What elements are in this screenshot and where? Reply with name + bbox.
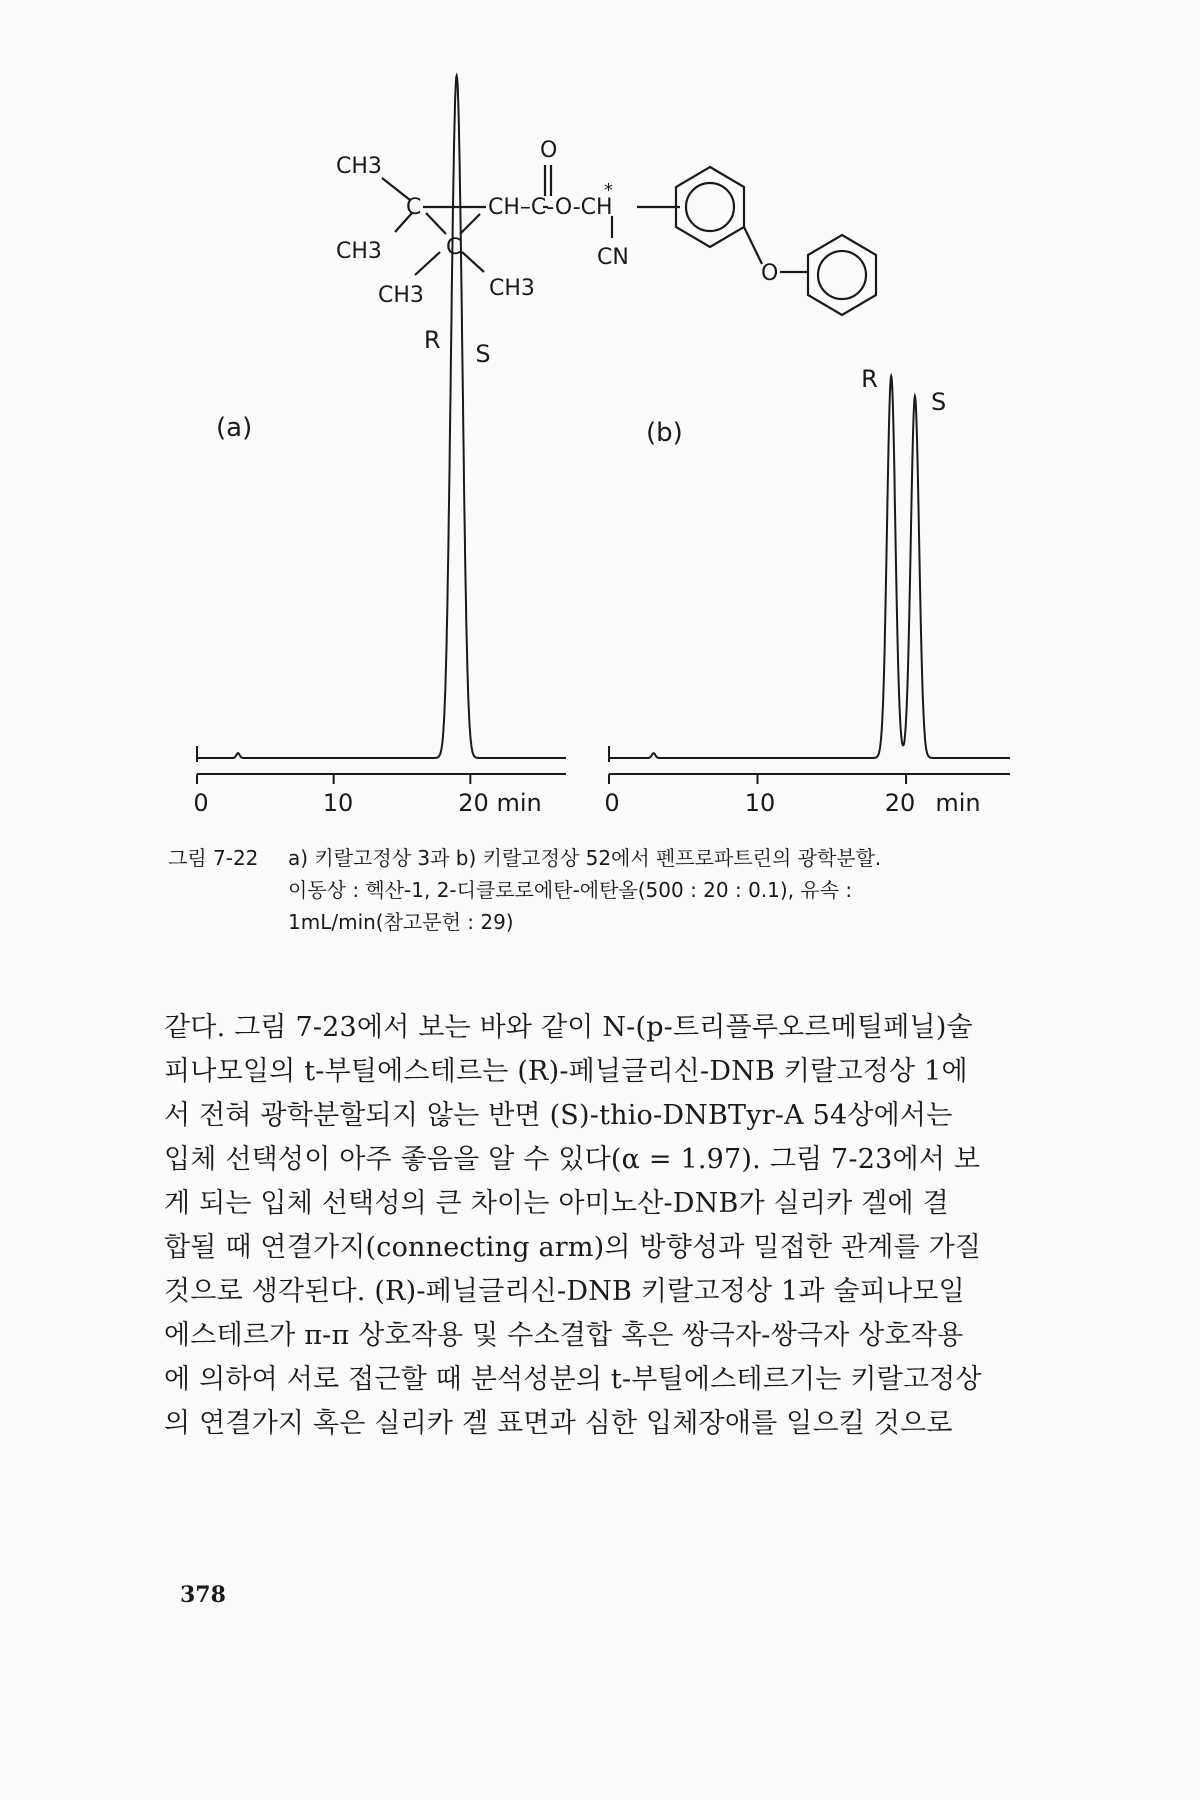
caption-label: 그림 7-22 [168,846,259,870]
x-tick-label: 0 [604,789,620,817]
ester-chain-label: CH–C-O-CH [488,195,613,220]
panel-a-label: (a) [216,413,253,443]
x-tick-label: 10 [744,789,776,817]
text-line: 에스테르가 π-π 상호작용 및 수소결합 혹은 쌍극자-쌍극자 상호작용 [164,1320,964,1351]
carbonyl-oxygen-label: O [540,138,558,163]
peak-label-s: S [930,388,947,416]
ch3-label: CH3 [336,239,382,264]
ch3-label: CH3 [378,283,424,308]
text-line: 합될 때 연결가지(connecting arm)의 방향성과 밀접한 관계를 가질 [164,1232,982,1263]
page-number: 378 [180,1582,226,1608]
carbon-label: C [446,235,462,260]
x-tick-label: min [935,789,981,817]
ch3-label: CH3 [489,276,535,301]
text-line: 피나모일의 t-부틸에스테르는 (R)-페닐글리신-DNB 키랄고정상 1에 [164,1056,968,1087]
x-tick-label: 20 min [458,789,542,817]
ch3-label: CH3 [336,154,382,179]
panel-b-label: (b) [646,418,683,448]
x-tick-label: 10 [322,789,354,817]
x-tick-label: 0 [193,789,209,817]
x-tick-label: 20 [884,789,916,817]
text-line: 입체 선택성이 아주 좋음을 알 수 있다(α = 1.97). 그림 7-23에서 보 [164,1144,981,1175]
ether-oxygen-label: O [761,261,779,286]
cyano-label: CN [597,245,629,270]
caption-line: 이동상 : 헥산-1, 2-디클로로에탄-에탄올(500 : 20 : 0.1), 유속 : [288,878,853,902]
text-line: 의 연결가지 혹은 실리카 겔 표면과 심한 입체장애를 일으킬 것으로 [164,1408,953,1439]
text-line: 것으로 생각된다. (R)-페닐글리신-DNB 키랄고정상 1과 술피나모일 [164,1276,965,1307]
caption-line: 1mL/min(참고문헌 : 29) [288,910,514,934]
peak-label-r: R [423,326,441,354]
figure [0,0,1200,820]
carbon-label: C [406,195,422,220]
text-line: 에 의하여 서로 접근할 때 분석성분의 t-부틸에스테르기는 키랄고정상 [164,1364,982,1395]
caption-line: a) 키랄고정상 3과 b) 키랄고정상 52에서 펜프로파트린의 광학분할. [288,846,882,870]
text-line: 게 되는 입체 선택성의 큰 차이는 아미노산-DNB가 실리카 겔에 결 [164,1188,949,1219]
peak-label-r: R [861,365,878,393]
chromatogram-a [193,76,566,817]
text-line: 같다. 그림 7-23에서 보는 바와 같이 N-(p-트리플루오르메틸페닐)술 [164,1012,973,1043]
figure-caption [168,842,1068,938]
text-line: 서 전혀 광학분할되지 않는 반면 (S)-thio-DNBTyr-A 54상에서는 [164,1100,953,1131]
chiral-center-mark: * [604,180,613,201]
body-paragraph [164,1006,1064,1446]
peak-label-s: S [475,340,491,368]
